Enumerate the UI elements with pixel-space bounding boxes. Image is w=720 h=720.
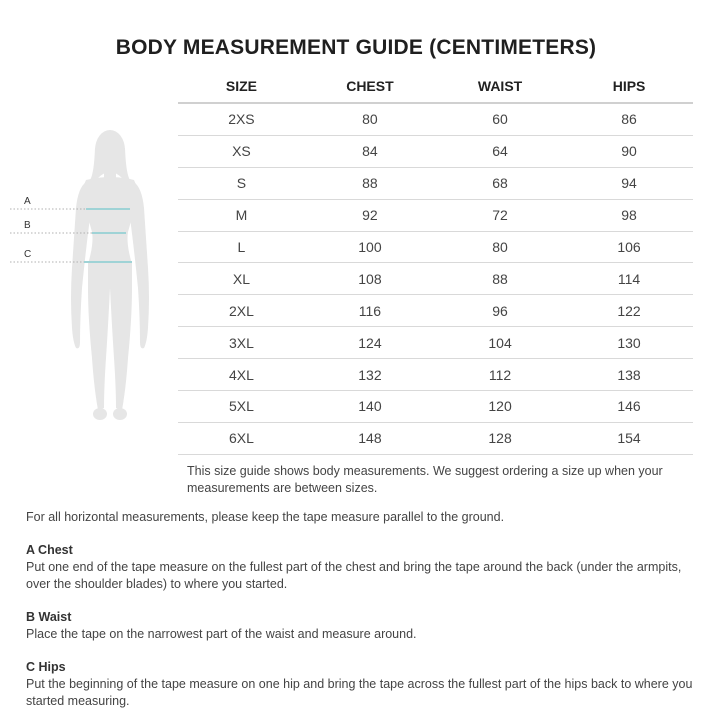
cell-waist: 128: [435, 422, 565, 454]
cell-chest: 108: [305, 263, 435, 295]
table-row: [178, 135, 693, 167]
chest-text: Put one end of the tape measure on the fullest part of the chest and bring the tape around the back (under the armpits, over the shoulder blades) to where you started.: [26, 560, 682, 591]
body-figure: [0, 128, 180, 428]
cell-size: 6XL: [178, 422, 305, 454]
chest-heading: A Chest: [26, 543, 73, 557]
cell-chest: 88: [305, 167, 435, 199]
label-a: A: [24, 196, 31, 207]
cell-hips: 106: [565, 231, 693, 263]
cell-waist: 120: [435, 391, 565, 423]
label-b: B: [24, 220, 31, 231]
table-row: [178, 295, 693, 327]
body-silhouette: [71, 130, 149, 420]
cell-chest: 92: [305, 199, 435, 231]
cell-chest: 100: [305, 231, 435, 263]
cell-waist: 104: [435, 327, 565, 359]
waist-heading: B Waist: [26, 610, 72, 624]
header-hips: HIPS: [565, 70, 693, 103]
cell-size: XS: [178, 135, 305, 167]
cell-hips: 114: [565, 263, 693, 295]
table-row: [178, 167, 693, 199]
cell-size: 5XL: [178, 391, 305, 423]
cell-size: L: [178, 231, 305, 263]
cell-size: M: [178, 199, 305, 231]
chest-section: [26, 542, 701, 593]
header-chest: CHEST: [305, 70, 435, 103]
size-table: [178, 70, 693, 455]
cell-waist: 80: [435, 231, 565, 263]
cell-size: S: [178, 167, 305, 199]
cell-hips: 94: [565, 167, 693, 199]
cell-chest: 124: [305, 327, 435, 359]
table-header-row: [178, 70, 693, 103]
table-row: [178, 103, 693, 135]
hips-section: [26, 659, 701, 710]
cell-chest: 80: [305, 103, 435, 135]
header-size: SIZE: [178, 70, 305, 103]
table-row: [178, 422, 693, 454]
cell-hips: 138: [565, 359, 693, 391]
cell-chest: 132: [305, 359, 435, 391]
cell-waist: 60: [435, 103, 565, 135]
table-row: [178, 327, 693, 359]
cell-size: 2XL: [178, 295, 305, 327]
cell-size: 2XS: [178, 103, 305, 135]
cell-waist: 72: [435, 199, 565, 231]
cell-size: 3XL: [178, 327, 305, 359]
table-row: [178, 263, 693, 295]
table-row: [178, 359, 693, 391]
cell-chest: 140: [305, 391, 435, 423]
cell-hips: 86: [565, 103, 693, 135]
cell-waist: 88: [435, 263, 565, 295]
cell-hips: 122: [565, 295, 693, 327]
cell-chest: 84: [305, 135, 435, 167]
cell-size: XL: [178, 263, 305, 295]
intro-text: For all horizontal measurements, please keep the tape measure parallel to the ground.: [26, 510, 505, 524]
cell-waist: 68: [435, 167, 565, 199]
cell-hips: 90: [565, 135, 693, 167]
cell-hips: 146: [565, 391, 693, 423]
table-row: [178, 391, 693, 423]
cell-waist: 112: [435, 359, 565, 391]
cell-waist: 64: [435, 135, 565, 167]
cell-chest: 148: [305, 422, 435, 454]
waist-text: Place the tape on the narrowest part of the waist and measure around.: [26, 627, 417, 641]
cell-chest: 116: [305, 295, 435, 327]
cell-hips: 130: [565, 327, 693, 359]
waist-section: [26, 609, 701, 643]
cell-size: 4XL: [178, 359, 305, 391]
cell-hips: 98: [565, 199, 693, 231]
hips-text: Put the beginning of the tape measure on one hip and bring the tape across the fullest part of the hips back to where you started measuring.: [26, 677, 693, 708]
cell-waist: 96: [435, 295, 565, 327]
cell-hips: 154: [565, 422, 693, 454]
table-row: [178, 231, 693, 263]
page-title: BODY MEASUREMENT GUIDE (CENTIMETERS): [115, 36, 597, 59]
size-guide-note: This size guide shows body measurements. We suggest ordering a size up when your measurements are between sizes.: [187, 464, 663, 495]
header-waist: WAIST: [435, 70, 565, 103]
hips-heading: C Hips: [26, 660, 66, 674]
table-row: [178, 199, 693, 231]
label-c: C: [24, 249, 32, 260]
